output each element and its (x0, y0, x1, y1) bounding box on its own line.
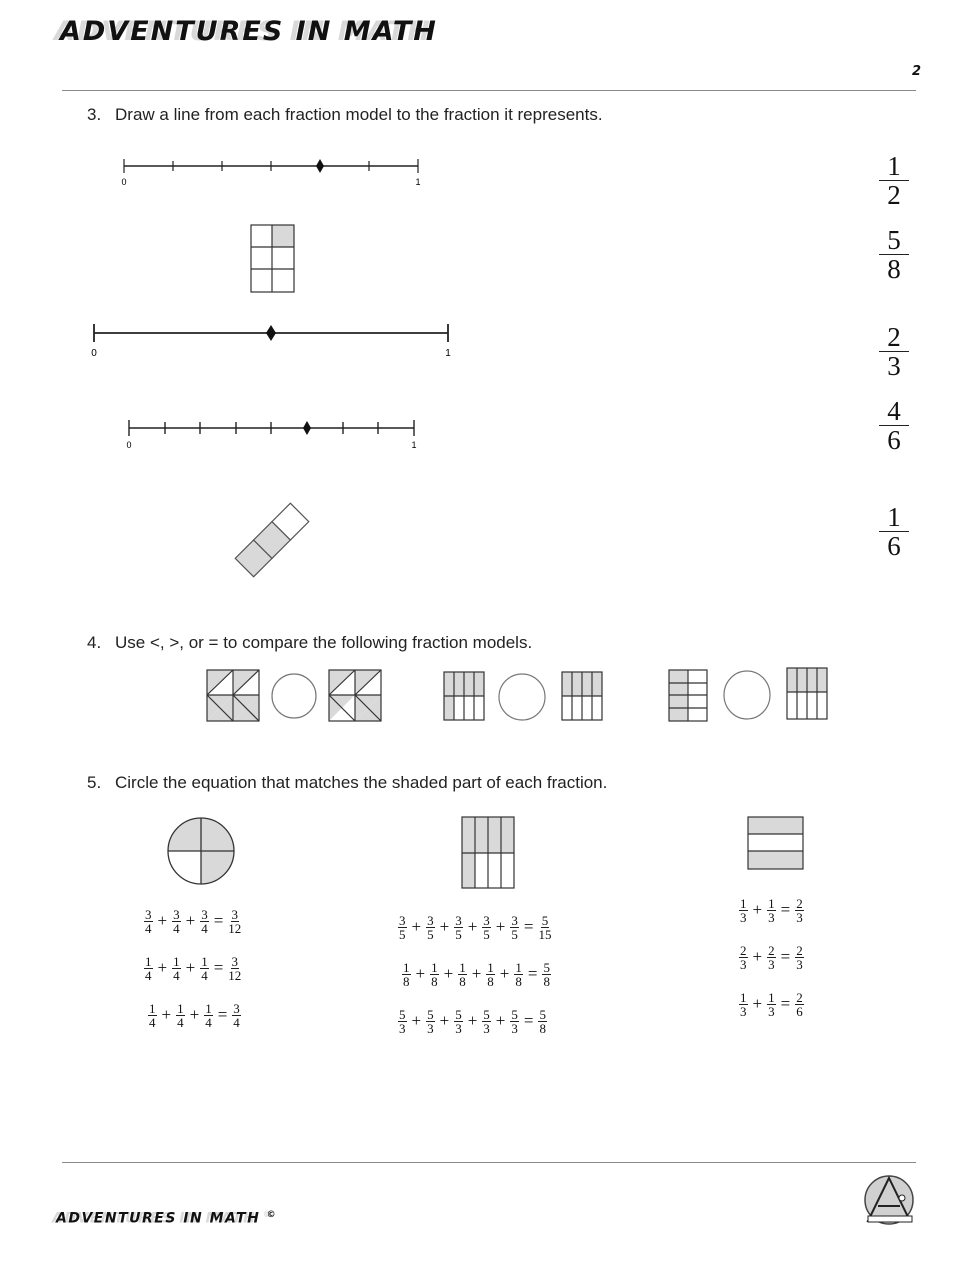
small-fraction (204, 1002, 213, 1029)
small-fraction (538, 914, 551, 941)
numerator: 2 (796, 989, 803, 1005)
column-grid-model-right (561, 671, 605, 723)
denominator: 12 (228, 967, 242, 983)
footer-brand: ADVENTURES IN MATH (56, 1210, 261, 1227)
question-4-number: 4. (87, 633, 102, 652)
denominator: 4 (145, 967, 152, 983)
plus-sign: + (157, 911, 168, 930)
plus-sign: + (185, 958, 196, 977)
plus-sign: + (495, 917, 506, 936)
denominator: 5 (483, 926, 490, 942)
one-label: 1 (415, 177, 421, 187)
small-fraction (200, 955, 209, 982)
small-fraction (510, 1008, 519, 1035)
header-title: ADVENTURES IN MATH (60, 16, 438, 47)
denominator: 8 (487, 973, 494, 989)
numerator: 5 (483, 1006, 490, 1022)
numerator: 1 (205, 1000, 212, 1016)
question-3-text: Draw a line from each fraction model to the fraction it represents. (115, 105, 603, 124)
plus-sign: + (499, 964, 510, 983)
plus-sign: + (185, 911, 196, 930)
numerator: 1 (487, 959, 494, 975)
small-fraction (430, 961, 439, 988)
number-line-point (303, 421, 311, 435)
denominator: 5 (399, 926, 406, 942)
footer-title (56, 1210, 277, 1227)
numerator: 3 (173, 906, 180, 922)
column-grid-model-left (443, 671, 487, 723)
denominator: 3 (796, 956, 803, 972)
question-3-number: 3. (87, 105, 102, 124)
numerator: 5 (455, 1006, 462, 1022)
question-3 (87, 105, 603, 125)
numerator: 5 (541, 912, 549, 928)
denominator: 3 (399, 1020, 406, 1036)
small-fraction (482, 1008, 491, 1035)
denominator: 3 (887, 351, 901, 381)
plus-sign: + (189, 1005, 200, 1024)
small-fraction (172, 955, 181, 982)
equals-sign: = (213, 958, 224, 977)
numerator: 1 (177, 1000, 184, 1016)
numerator: 1 (403, 959, 410, 975)
one-label: 1 (411, 440, 417, 450)
question-4 (87, 633, 532, 653)
plus-sign: + (157, 958, 168, 977)
numerator: 1 (768, 989, 775, 1005)
denominator: 8 (403, 973, 410, 989)
fraction-choice (879, 503, 909, 560)
row-thirds-model (747, 816, 805, 872)
triangle-square-model-right (328, 669, 384, 723)
denominator: 8 (431, 973, 438, 989)
denominator: 3 (768, 909, 775, 925)
compare-circle[interactable] (270, 672, 320, 720)
small-fraction (795, 944, 804, 971)
small-fraction (228, 955, 241, 982)
small-fraction (739, 991, 748, 1018)
denominator: 2 (887, 180, 901, 210)
denominator: 8 (539, 1020, 546, 1036)
numerator: 1 (879, 152, 909, 181)
denominator: 3 (511, 1020, 518, 1036)
denominator: 4 (145, 920, 152, 936)
numerator: 1 (515, 959, 522, 975)
denominator: 4 (201, 920, 208, 936)
small-fraction (795, 991, 804, 1018)
denominator: 6 (887, 531, 901, 561)
equals-sign: = (780, 900, 791, 919)
small-fraction (426, 914, 435, 941)
small-fraction (542, 961, 551, 988)
numerator: 5 (427, 1006, 434, 1022)
page-number: 2 (911, 64, 921, 79)
small-fraction (176, 1002, 185, 1029)
small-fraction (144, 908, 153, 935)
numerator: 5 (511, 1006, 518, 1022)
equation-option[interactable] (737, 989, 806, 1019)
question-5 (87, 773, 607, 793)
equals-sign: = (523, 917, 534, 936)
small-fraction (228, 908, 241, 935)
denominator: 3 (740, 956, 747, 972)
fraction-choice (879, 152, 909, 209)
plus-sign: + (467, 1011, 478, 1030)
denominator: 4 (205, 1014, 212, 1030)
denominator: 5 (455, 926, 462, 942)
denominator: 3 (740, 1003, 747, 1019)
small-fraction (454, 914, 463, 941)
numerator: 5 (543, 959, 550, 975)
numerator: 1 (145, 953, 152, 969)
numerator: 3 (399, 912, 406, 928)
small-fraction (767, 991, 776, 1018)
small-fraction (767, 944, 776, 971)
triangle-square-model-left (206, 669, 262, 723)
denominator: 12 (228, 920, 242, 936)
numerator: 3 (233, 1000, 240, 1016)
equation-option[interactable] (142, 953, 243, 983)
small-fraction (232, 1002, 241, 1029)
equals-sign: = (217, 1005, 228, 1024)
small-fraction (172, 908, 181, 935)
denominator: 3 (455, 1020, 462, 1036)
plus-sign: + (467, 917, 478, 936)
fraction-choice (879, 226, 909, 283)
numerator: 1 (149, 1000, 156, 1016)
small-fraction (454, 1008, 463, 1035)
small-fraction (402, 961, 411, 988)
plus-sign: + (161, 1005, 172, 1024)
numerator: 5 (879, 226, 909, 255)
plus-sign: + (411, 1011, 422, 1030)
numerator: 2 (796, 942, 803, 958)
small-fraction (148, 1002, 157, 1029)
small-fraction (426, 1008, 435, 1035)
numerator: 1 (879, 503, 909, 532)
denominator: 8 (515, 973, 522, 989)
numerator: 5 (539, 1006, 546, 1022)
numerator: 2 (740, 942, 747, 958)
numerator: 3 (231, 906, 239, 922)
equals-sign: = (523, 1011, 534, 1030)
equals-sign: = (780, 947, 791, 966)
small-fraction (398, 1008, 407, 1035)
numerator: 1 (768, 895, 775, 911)
denominator: 4 (149, 1014, 156, 1030)
denominator: 4 (173, 920, 180, 936)
equals-sign: = (527, 964, 538, 983)
denominator: 4 (173, 967, 180, 983)
equals-sign: = (780, 994, 791, 1013)
denominator: 8 (887, 254, 901, 284)
denominator: 6 (796, 1003, 803, 1019)
compare-circle[interactable] (722, 670, 774, 722)
grid-sixths-model (250, 224, 296, 294)
plus-sign: + (495, 1011, 506, 1030)
logo-icon (862, 1174, 918, 1228)
numerator: 1 (740, 895, 747, 911)
small-fraction (739, 897, 748, 924)
zero-label: 0 (91, 348, 97, 359)
small-fraction (144, 955, 153, 982)
question-4-text: Use <, >, or = to compare the following fraction models. (115, 633, 533, 652)
denominator: 3 (483, 1020, 490, 1036)
zero-label: 0 (126, 440, 132, 450)
equation-option[interactable] (146, 1000, 243, 1030)
numerator: 3 (201, 906, 208, 922)
numerator: 1 (201, 953, 208, 969)
one-label: 1 (445, 348, 451, 359)
denominator: 4 (177, 1014, 184, 1030)
column-grid-model-right-2 (786, 667, 830, 721)
small-fraction (795, 897, 804, 924)
equation-option[interactable] (737, 895, 806, 925)
small-fraction (739, 944, 748, 971)
small-fraction (538, 1008, 547, 1035)
plus-sign: + (443, 964, 454, 983)
copyright-mark: © (266, 1210, 278, 1220)
denominator: 8 (459, 973, 466, 989)
plus-sign: + (471, 964, 482, 983)
plus-sign: + (411, 917, 422, 936)
number-line-halves (88, 320, 458, 364)
plus-sign: + (752, 900, 763, 919)
denominator: 3 (427, 1020, 434, 1036)
denominator: 3 (768, 956, 775, 972)
plus-sign: + (439, 1011, 450, 1030)
denominator: 8 (543, 973, 550, 989)
numerator: 1 (459, 959, 466, 975)
small-fraction (514, 961, 523, 988)
denominator: 3 (768, 1003, 775, 1019)
equation-group-1 (142, 906, 243, 1030)
numerator: 3 (455, 912, 462, 928)
question-5-number: 5. (87, 773, 102, 792)
numerator: 2 (796, 895, 803, 911)
numerator: 3 (145, 906, 152, 922)
numerator: 3 (511, 912, 518, 928)
question-5-text: Circle the equation that matches the shaded part of each fraction. (115, 773, 608, 792)
zero-label: 0 (121, 177, 127, 187)
circle-quarters-model (166, 816, 236, 886)
denominator: 3 (740, 909, 747, 925)
equation-option[interactable] (396, 912, 553, 942)
numerator: 3 (231, 953, 239, 969)
fraction-choice (879, 397, 909, 454)
denominator: 4 (201, 967, 208, 983)
equals-sign: = (213, 911, 224, 930)
numerator: 4 (879, 397, 909, 426)
number-line-point (316, 159, 324, 173)
header-divider (62, 90, 916, 91)
equation-option[interactable] (142, 906, 243, 936)
row-grid-model-left (668, 669, 710, 723)
denominator: 15 (538, 926, 552, 942)
numerator: 3 (427, 912, 434, 928)
footer-divider (62, 1162, 916, 1163)
small-fraction (510, 914, 519, 941)
denominator: 5 (511, 926, 518, 942)
equation-group-2 (396, 912, 553, 1036)
small-fraction (200, 908, 209, 935)
small-fraction (398, 914, 407, 941)
denominator: 5 (427, 926, 434, 942)
denominator: 4 (233, 1014, 240, 1030)
denominator: 3 (796, 909, 803, 925)
numerator: 1 (173, 953, 180, 969)
numerator: 2 (879, 323, 909, 352)
small-fraction (486, 961, 495, 988)
plus-sign: + (415, 964, 426, 983)
numerator: 3 (483, 912, 490, 928)
plus-sign: + (752, 947, 763, 966)
column-grid-eighths-model (461, 816, 517, 890)
compare-circle[interactable] (497, 672, 549, 722)
numerator: 5 (399, 1006, 406, 1022)
tilted-strip-model (228, 498, 318, 584)
number-line-eighths-2 (123, 415, 423, 455)
equation-option[interactable] (396, 1006, 553, 1036)
small-fraction (482, 914, 491, 941)
plus-sign: + (439, 917, 450, 936)
equation-option[interactable] (400, 959, 553, 989)
numerator: 1 (740, 989, 747, 1005)
numerator: 1 (431, 959, 438, 975)
equation-option[interactable] (737, 942, 806, 972)
fraction-choice (879, 323, 909, 380)
numerator: 2 (768, 942, 775, 958)
small-fraction (458, 961, 467, 988)
small-fraction (767, 897, 776, 924)
number-line-eighths (116, 152, 426, 192)
plus-sign: + (752, 994, 763, 1013)
equation-group-3 (737, 895, 806, 1019)
denominator: 6 (887, 425, 901, 455)
number-line-point (266, 325, 276, 341)
